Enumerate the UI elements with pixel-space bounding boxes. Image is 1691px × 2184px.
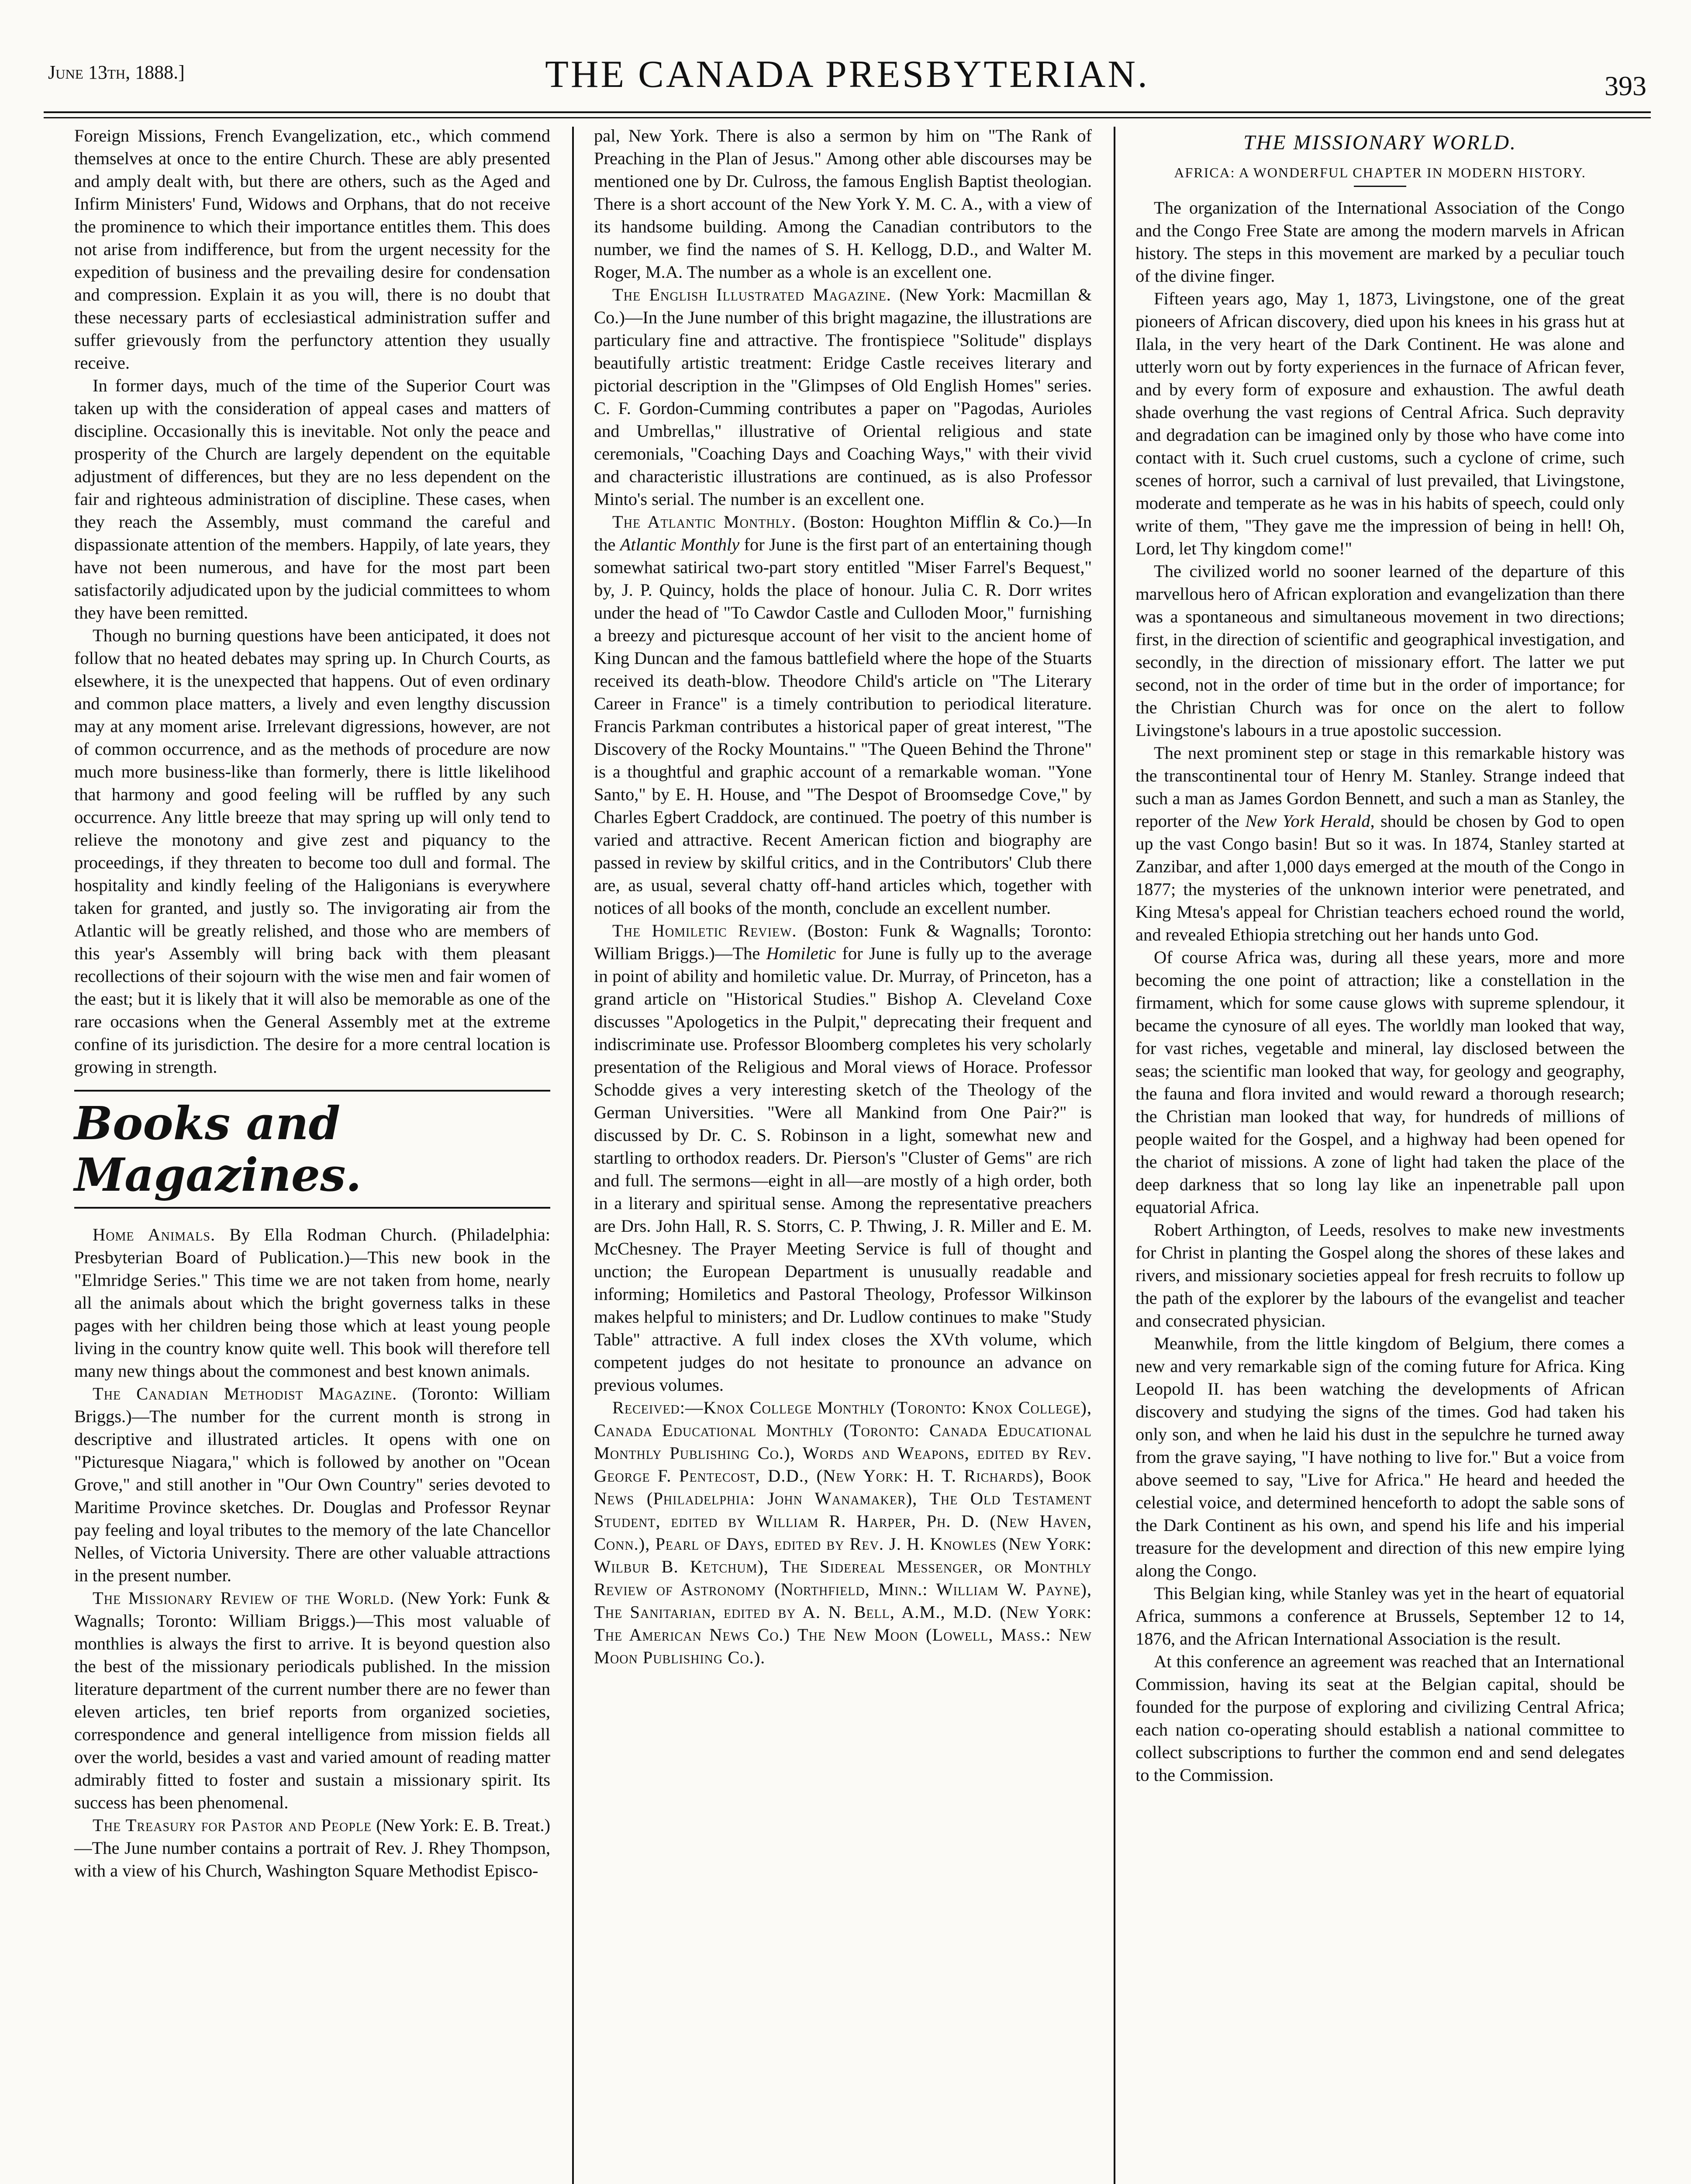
divider [1354, 186, 1406, 187]
article-paragraph: The organization of the International Association of the Congo and the Congo Free State are among the modern marvels in African history. The steps in this movement are marked by a peculiar touch of the divine finger. [1135, 198, 1625, 286]
article-paragraph [1135, 742, 1625, 946]
article-paragraph: Fifteen years ago, May 1, 1873, Livingstone, one of the great pioneers of African discovery, died upon his knees in his grass hut at Ilala, in the very heart of the Dark Continent. He was alone and utterly worn out by forty experiences in the furnace of African fever, and by every form of exposure and exhaustion. The awful death shade overhung the vast regions of Central Africa. Such depravity and degradation can be imagined only by those who have come into contact with it. Such cruel customs, such a cyclone of crime, such scenes of horror, such a carnival of lust prevailed, that Livingstone, moderate and temperate as he was in his habits of speech, could only write of them, "They gave me the impression of being in hell! Oh, Lord, let Thy kingdom come!" [1135, 289, 1625, 558]
paragraph-text: The next prominent step or stage in this remarkable history was the transcontinental tour of Henry M. Stanley. Strange indeed that such a man as James Gordon Bennett, and such a man as Stanley, the reporter of the [1135, 743, 1625, 831]
review-title: Home Animals. [93, 1225, 216, 1244]
review-italic: Atlantic Monthly [620, 535, 740, 554]
review-text: (Boston: Funk & Wagnalls; Toronto: William Briggs.)—The [594, 921, 1092, 963]
review-english-illustrated [594, 283, 1092, 511]
review-title: The Canadian Methodist Magazine. [93, 1384, 397, 1403]
review-text: (Boston: Houghton Mifflin & Co.)—In the [594, 512, 1092, 554]
article-paragraph: pal, New York. There is also a sermon by him on "The Rank of Preaching in the Plan of Jesus." Among other able discourses may be mentioned one by Dr. Culross, the famous English Baptist theologian. There is a short account of the New York Y. M. C. A., with a view of its handsome building. Among the Canadian contributors to the number, we find the names of S. H. Kellogg, D.D., and Walter M. Roger, M.A. The number as a whole is an excellent one. [594, 126, 1092, 282]
review-text: (Toronto: William Briggs.)—The number for the current month is strong in descriptive and illustrated articles. It opens with one on "Picturesque Niagara," which is followed by another on "Ocean Grove," and still another in "Our Own Country" series devoted to Maritime Province sketches. Dr. Douglas and Professor Reynar pay feeling and loyal tributes to the memory of the late Chancellor Nelles, of Victoria University. There are other valuable attractions in the present number. [74, 1384, 551, 1585]
section-heading-books-magazines: Books and Magazines. [74, 1090, 550, 1209]
review-title: The Homiletic Review. [612, 921, 797, 940]
article-paragraph: Of course Africa was, during all these years, more and more becoming the one point of attraction; like a constellation in the firmament, which for some cause glows with supreme splendour, it became the cynosure of all eyes. The worldly man looked that way, for vast riches, vegetable and mineral, lay disclosed between the seas; the scientific man looked that way, for geology and geography, the fauna and flora invited and would reward a thorough research; the Christian man looked that way, for hundreds of millions of people waited for the Gospel, and a highway had been opened for the chariot of missions. A zone of light had taken the place of the deep darkness that so long lay like an inpenetrable pall upon equatorial Africa. [1135, 947, 1625, 1217]
column-3 [1135, 124, 1625, 1787]
column-divider-2 [1114, 127, 1115, 2184]
review-atlantic-monthly [594, 511, 1092, 919]
article-paragraph: The civilized world no sooner learned of the departure of this marvellous hero of African exploration and evangelization than there was a spontaneous and simultaneous movement in two directions; first, in the direction of scientific and geographical investigation, and secondly, in the direction of missionary effort. The latter we put second, not in the order of time but in the order of importance; for the Christian Church was for once on the alert to follow Livingstone's labours in a true apostolic succession. [1135, 561, 1625, 740]
issue-date: June 13th, 1888.] [48, 62, 185, 83]
review-treasury [74, 1814, 550, 1882]
review-title: The Missionary Review of the World. [93, 1588, 395, 1608]
paragraph-italic: New York Herald [1245, 811, 1370, 831]
received-list [594, 1396, 1092, 1669]
review-text: for June is the first part of an entertaining though somewhat satirical two-part story entitled "Miser Farrel's Bequest," by, J. P. Quincy, holds the place of honour. Julia C. R. Dorr writes under the head of "To Cawdor Castle and Culloden Moor," furnishing a breezy and picturesque account of her visit to the ancient home of King Duncan and the famous battlefield where the hope of the Stuarts received its death-blow. Theodore Child's article on "The Literary Career in France" is a timely contribution to periodical literature. Francis Parkman contributes a historical paper of great interest, "The Discovery of the Rocky Mountains." "The Queen Behind the Throne" is a thoughtful and graphic account of a remarkable woman. "Yone Santo," by E. H. House, and "The Despot of Broomsedge Cove," by Charles Egbert Craddock, are continued. The poetry of this number is varied and attractive. Recent American fiction and biography are passed in review by skilful critics, and in the Contributors' Club there are, as usual, several chatty off-hand articles which, together with notices of all books of the month, conclude an excellent number. [594, 535, 1092, 918]
received-text: —Knox College Monthly (Toronto: Knox College), Canada Educational Monthly (Toronto: Canada Educational Monthly Publishing Co.), Words and Weapons, edited by Rev. George F. Pentecost, D.D., (New York: H. T. Richards), Book News (Philadelphia: John Wanamaker), The Old Testament Student, edited by William R. Harper, Ph. D. (New Haven, Conn.), Pearl of Days, edited by Rev. J. H. Knowles (New York: Wilbur B. Ketchum), The Sidereal Messenger, or Monthly Review of Astronomy (Northfield, Minn.: William W. Payne), The Sanitarian, edited by A. N. Bell, A.M., M.D. (New York: The American News Co.) The New Moon (Lowell, Mass.: New Moon Publishing Co.). [594, 1398, 1092, 1667]
article-paragraph: Though no burning questions have been anticipated, it does not follow that no heated debates may spring up. In Church Courts, as elsewhere, it is the unexpected that happens. Out of even ordinary and common place matters, a lively and even lengthy discussion may at any moment arise. Irrelevant digressions, however, are not of common occurrence, and as the methods of procedure are now much more business-like than formerly, there is little likelihood that harmony and good feeling will be ruffled by any such occurrence. Any little breeze that may spring up will only tend to relieve the monotony and give zest and piquancy to the proceedings, if they threaten to become too dull and formal. The hospitality and kindly feeling of the Haligonians is everywhere taken for granted, and justly so. The invigorating air from the Atlantic will be greatly relished, and those who are members of this year's Assembly will bring back with them pleasant recollections of their sojourn with the wise men and fair women of the east; but it is likely that it will also be memorable as one of the rare occasions when the General Assembly met at the extreme confine of its jurisdiction. The desire for a more central location is growing in strength. [74, 625, 550, 1077]
newspaper-title: THE CANADA PRESBYTERIAN. [545, 53, 1149, 96]
review-text: (New York: Funk & Wagnalls; Toronto: William Briggs.)—This most valuable of monthlies is always the first to arrive. It is beyond question also the best of the missionary periodicals published. In the mission literature department of the current number there are no fewer than eleven articles, ten brief reports from organized societies, correspondence and general intelligence from mission fields all over the world, besides a vast and varied amount of reading matter admirably fitted to foster and sustain a missionary spirit. Its success has been phenomenal. [74, 1588, 550, 1812]
review-text: for June is fully up to the average in point of ability and homiletic value. Dr. Murray, of Princeton, has a grand article on "Historical Studies." Bishop A. Cleveland Coxe discusses "Apologetics in the Pulpit," deprecating their frequent and indiscriminate use. Professor Bloomberg completes his very scholarly presentation of the Religious and Moral views of Horace. Professor Schodde gives a very interesting sketch of the Theology of the German Universities. "Were all Mankind from One Pair?" is discussed by Dr. C. S. Robinson in a light, somewhat new and startling to orthodox readers. Dr. Pierson's "Cluster of Gems" are rich and full. The sermons—eight in all—are mostly of a high order, both in a literary and spiritual sense. Among the representative preachers are Drs. John Hall, R. S. Storrs, C. P. Thwing, J. R. Miller and E. M. McChesney. The Prayer Meeting Service is full of thought and unction; the European Department is unusually readable and informing; Homiletics and Pastoral Theology, Professor Wilkinson makes helpful to ministers; and Dr. Ludlow continues to make "Study Table" attractive. A full index closes the XVth volume, which competent judges do not hesitate to pronounce an advance on previous volumes. [594, 943, 1092, 1395]
article-paragraph: At this conference an agreement was reached that an International Commission, having its seat at the Belgian capital, should be founded for the purpose of exploring and civilizing Central Africa; each nation co-operating should establish a national committee to collect subscriptions to further the common end and send delegates to the Commission. [1135, 1652, 1625, 1785]
review-text: By Ella Rodman Church. (Philadelphia: Presbyterian Board of Publication.)—This new book in the "Elmridge Series." This time we are not taken from home, nearly all the animals about which the bright governess talks in these pages with her children being those which at least young people living in the country know quite well. This book will therefore tell many new things about the commonest and best known animals. [74, 1225, 550, 1381]
article-paragraph: Foreign Missions, French Evangelization, etc., which commend themselves at once to the entire Church. These are ably presented and amply dealt with, but there are others, such as the Aged and Infirm Ministers' Fund, Widows and Orphans, that do not receive the prominence to which their importance entitles them. This does not arise from indifference, but from the urgent necessity for the expedition of business and the prevailing desire for condensation and compression. Explain it as you will, there is no doubt that these necessary parts of ecclesiastical administration suffer and suffer grievously from the perfunctory attention they usually receive. [74, 126, 550, 373]
review-canadian-methodist [74, 1382, 550, 1587]
paragraph-text: , should be chosen by God to open up the vast Congo basin! But so it was. In 1874, Stanley started at Zanzibar, and after 1,000 days emerged at the mouth of the Congo in 1877; the mysteries of the unknown interior were penetrated, and King Mtesa's appeal for Christian teachers echoed round the world, and revealed Ethiopia stretching out her hands unto God. [1135, 811, 1625, 944]
review-text: (New York: Macmillan & Co.)—In the June number of this bright magazine, the illustrations are particulary fine and attractive. The frontispiece "Solitude" displays beautifully artistic treatment: Eridge Castle receives literary and pictorial description in the "Glimpses of Old English Homes" series. C. F. Gordon-Cumming contributes a paper on "Pagodas, Aurioles and Umbrellas," illustrative of Oriental religious and state ceremonials, "Coaching Days and Coaching Ways," with their vivid and characteristic illustrations are continued, as is also Professor Minto's serial. The number is an excellent one. [594, 285, 1092, 509]
missionary-world-title: THE MISSIONARY WORLD. [1243, 131, 1517, 154]
column-1 [74, 124, 550, 1882]
article-paragraph: Robert Arthington, of Leeds, resolves to make new investments for Christ in planting the Gospel along the shores of these lakes and rivers, and missionary societies appeal for fresh recruits to follow up the path of the explorer by the labours of the evangelist and teacher and consecrated physician. [1135, 1220, 1625, 1330]
review-title: The English Illustrated Magazine. [612, 285, 891, 304]
review-missionary-review [74, 1587, 550, 1814]
article-paragraph: This Belgian king, while Stanley was yet in the heart of equatorial Africa, summons a conference at Brussels, September 12 to 14, 1876, and the African International Association is the result. [1135, 1583, 1625, 1648]
column-divider-1 [572, 127, 574, 2184]
review-italic: Homiletic [766, 943, 836, 963]
review-title: The Atlantic Monthly. [612, 512, 797, 532]
article-paragraph: In former days, much of the time of the Superior Court was taken up with the consideration of appeal cases and matters of discipline. Occasionally this is inevitable. Not only the peace and prosperity of the Church are largely dependent on the equitable adjustment of differences, but they are no less dependent on the fair and righteous administration of discipline. These cases, when they reach the Assembly, must command the careful and dispassionate attention of the members. Happily, of late years, they have not been numerous, and have for the most part been satisfactorily adjudicated upon by the judicial committees to whom they have been remitted. [74, 376, 550, 622]
masthead [48, 48, 1646, 109]
received-label: Received: [612, 1398, 686, 1417]
column-2 [594, 124, 1092, 1669]
missionary-world-subtitle: AFRICA: A WONDERFUL CHAPTER IN MODERN HISTORY. [1174, 165, 1586, 180]
page-number: 393 [1605, 70, 1646, 101]
review-home-animals [74, 1223, 550, 1382]
masthead-rule-bottom [44, 117, 1651, 118]
masthead-rule-top [44, 111, 1651, 113]
review-homiletic-review [594, 919, 1092, 1396]
review-title: The Treasury for Pastor and People [93, 1815, 372, 1835]
review-text: (New York: E. B. Treat.)—The June number contains a portrait of Rev. J. Rhey Thompson, with a view of his Church, Washington Square Methodist Episco- [74, 1815, 550, 1880]
article-paragraph: Meanwhile, from the little kingdom of Belgium, there comes a new and very remarkable sign of the coming future for Africa. King Leopold II. has been watching the developments of African discovery and studying the signs of the times. God had taken his only son, and when he laid his dust in the sepulchre he turned away from the grave saying, "I have nothing to live for." But a voice from above seemed to say, "Live for Africa." He heard and heeded the celestial voice, and determined henceforth to adopt the sable sons of the Dark Continent as his own, and spend his life and his imperial treasure for the development and direction of this new empire lying along the Congo. [1135, 1334, 1625, 1580]
